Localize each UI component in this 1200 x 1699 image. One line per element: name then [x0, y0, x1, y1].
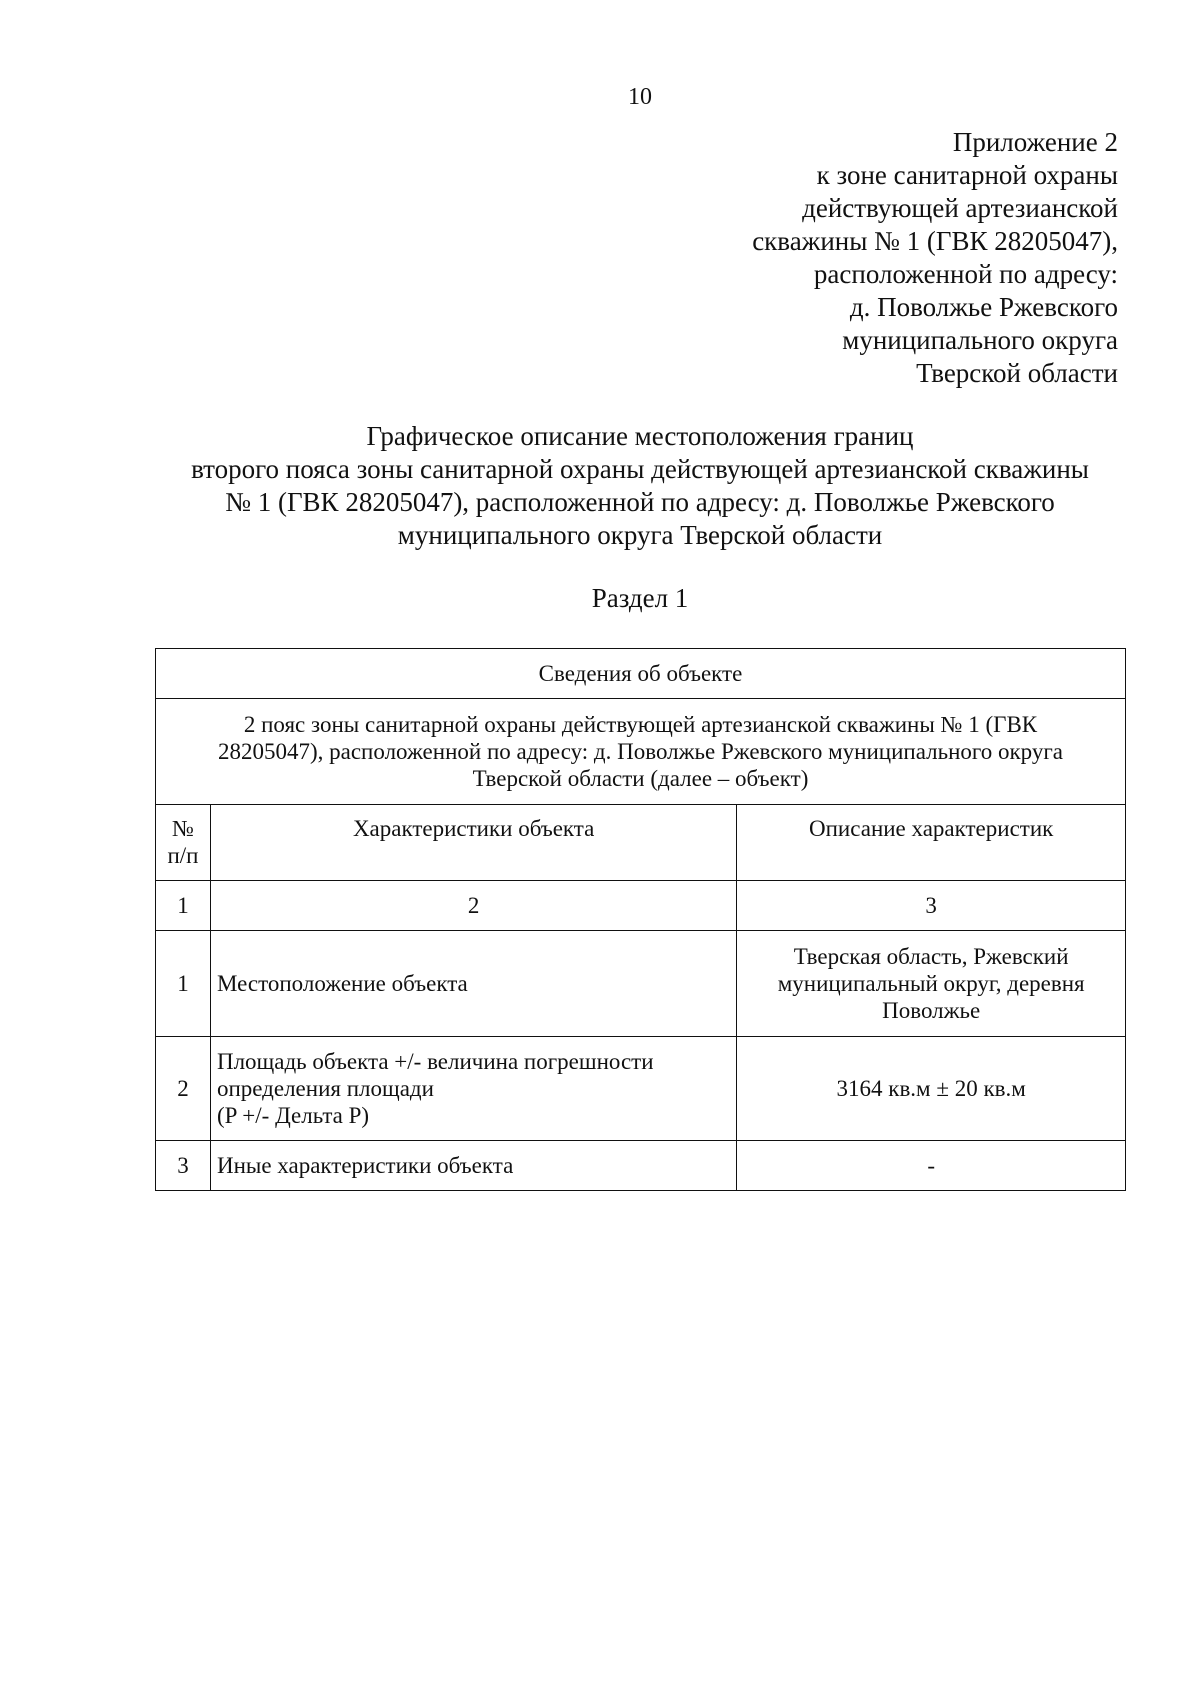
- appendix-line: к зоне санитарной охраны: [816, 160, 1118, 190]
- row-value-line: муниципальный округ, деревня: [777, 971, 1085, 996]
- table-row: [156, 931, 1126, 1037]
- row-num: 1: [156, 931, 211, 1037]
- table-caption-row: [156, 649, 1126, 699]
- appendix-line: расположенной по адресу:: [813, 259, 1118, 289]
- appendix-line: Тверской области: [916, 358, 1118, 388]
- appendix-line: муниципального округа: [842, 325, 1118, 355]
- table-header-row: [156, 805, 1126, 881]
- row-name-line: (P +/- Дельта P): [216, 1103, 370, 1128]
- table-row: [156, 1037, 1126, 1141]
- row-value-line: 3164 кв.м ± 20 кв.м: [836, 1076, 1026, 1101]
- object-info-table: [155, 648, 1126, 1191]
- row-value: [737, 931, 1126, 1037]
- header-num-line: №: [172, 816, 194, 841]
- title-line: второго пояса зоны санитарной охраны действующей артезианской скважины: [191, 454, 1089, 484]
- index-cell: 3: [737, 881, 1126, 931]
- table-caption: Сведения об объекте: [156, 649, 1126, 699]
- row-name-line: Площадь объекта +/- величина погрешности: [216, 1049, 654, 1074]
- appendix-line: Приложение 2: [952, 127, 1118, 157]
- row-value-line: Тверская область, Ржевский: [793, 944, 1069, 969]
- header-characteristics: Характеристики объекта: [210, 805, 736, 881]
- appendix-line: д. Поволжье Ржевского: [849, 292, 1118, 322]
- header-description: Описание характеристик: [737, 805, 1126, 881]
- index-cell: 1: [156, 881, 211, 931]
- row-name: [210, 931, 736, 1037]
- appendix-line: скважины № 1 (ГВК 28205047),: [752, 226, 1118, 256]
- row-name-line: определения площади: [216, 1076, 434, 1101]
- row-num: 2: [156, 1037, 211, 1141]
- document-title: [100, 420, 1180, 552]
- table-row: [156, 1141, 1126, 1191]
- object-description: [156, 699, 1126, 805]
- object-line: 2 пояс зоны санитарной охраны действующей артезианской скважины № 1 (ГВК: [243, 712, 1038, 737]
- header-num: [156, 805, 211, 881]
- row-value: [737, 1037, 1126, 1141]
- row-name: [210, 1037, 736, 1141]
- title-line: Графическое описание местоположения границ: [366, 421, 914, 451]
- object-description-row: [156, 699, 1126, 805]
- header-num-line: п/п: [167, 843, 199, 868]
- row-name-line: Иные характеристики объекта: [216, 1153, 514, 1178]
- row-name: [210, 1141, 736, 1191]
- row-value-line: Поволжье: [882, 998, 981, 1023]
- row-name-line: Местоположение объекта: [216, 971, 468, 996]
- page-number: 10: [628, 84, 652, 110]
- row-value-line: -: [927, 1153, 935, 1178]
- row-value: [737, 1141, 1126, 1191]
- title-line: муниципального округа Тверской области: [397, 520, 883, 550]
- object-line: 28205047), расположенной по адресу: д. Поволжье Ржевского муниципального округа: [217, 739, 1064, 764]
- row-num: 3: [156, 1141, 211, 1191]
- section-title: Раздел 1: [591, 583, 689, 613]
- appendix-block: [752, 126, 1118, 390]
- title-line: № 1 (ГВК 28205047), расположенной по адресу: д. Поволжье Ржевского: [225, 487, 1055, 517]
- object-line: Тверской области (далее – объект): [472, 766, 809, 791]
- index-row: [156, 881, 1126, 931]
- index-cell: 2: [210, 881, 736, 931]
- appendix-line: действующей артезианской: [802, 193, 1118, 223]
